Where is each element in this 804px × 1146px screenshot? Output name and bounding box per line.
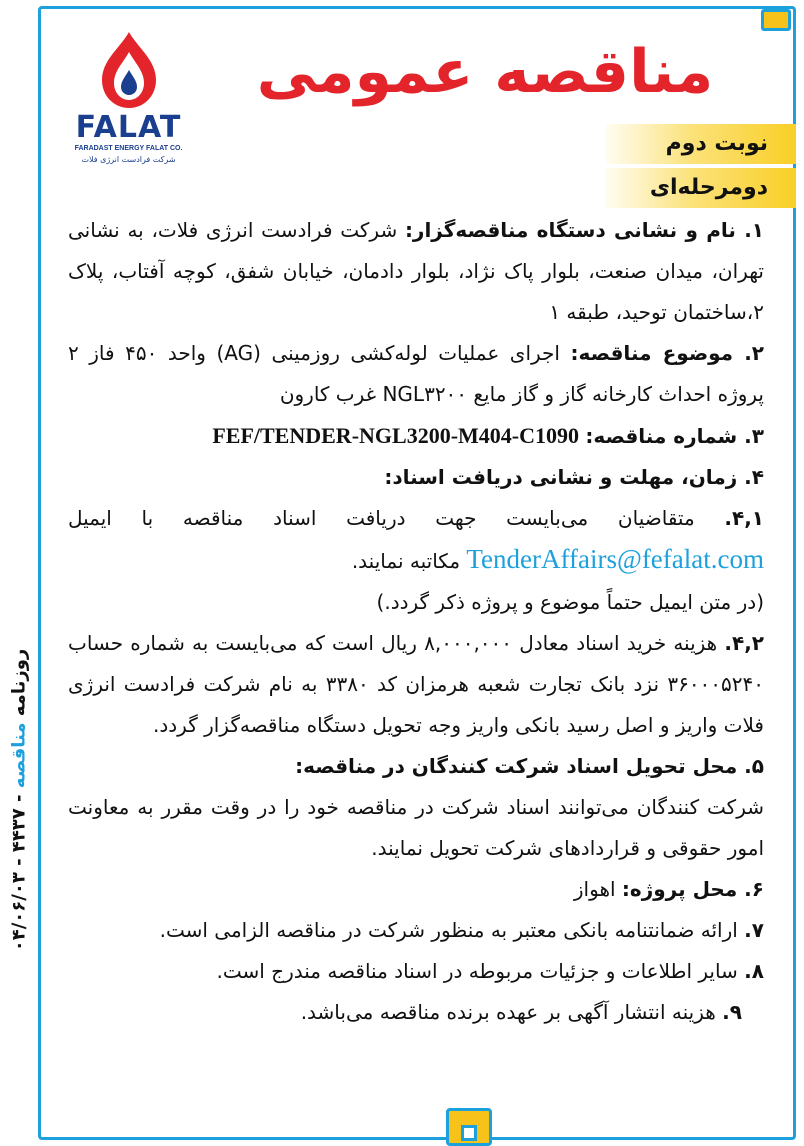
round-badge: نوبت دوم — [606, 124, 796, 164]
item-1-text: شرکت فرادست انرژی فلات، به نشانی تهران، میدان صنعت، بلوار پاک نژاد، بلوار دادمان، خیابان شفق، کوچه آفتاب، پلاک ۲،ساختمان توحید، طبقه ۱ — [68, 218, 764, 324]
item-2 — [68, 333, 764, 415]
item-6-label: ۶. محل پروژه: — [621, 877, 764, 901]
item-8-text: سایر اطلاعات و جزئیات مربوطه در اسناد مناقصه مندرج است. — [216, 959, 745, 983]
corner-accent — [761, 9, 791, 31]
item-4-1-text-after: مکاتبه نمایند. — [351, 549, 467, 573]
bottom-accent-square — [461, 1125, 477, 1141]
stage-badge: دومرحله‌ای — [606, 168, 796, 208]
item-1-label: ۱. نام و نشانی دستگاه مناقصه‌گزار: — [404, 218, 765, 242]
item-4-1 — [68, 498, 764, 582]
side-label-prefix: روزنامه — [8, 648, 30, 723]
item-2-label: ۲. موضوع مناقصه: — [570, 341, 765, 365]
item-5-text: شرکت کنندگان می‌توانند اسناد شرکت در مناقصه خود را در وقت مقرر به معاونت امور حقوقی و قراردادهای شرکت تحویل نمایند. — [68, 795, 764, 860]
logo-subtitle-fa: شرکت فرادست انرژی فلات — [81, 155, 176, 164]
item-7 — [68, 910, 764, 951]
item-4-1-note: (در متن ایمیل حتماً موضوع و پروژه ذکر گردد.) — [376, 590, 764, 614]
item-1 — [68, 210, 764, 333]
newspaper-brand: مناقصه — [8, 722, 30, 789]
bottom-accent — [446, 1108, 492, 1146]
logo-subtitle-en: FARADAST ENERGY FALAT CO. — [74, 145, 183, 152]
flame-drop-icon — [94, 30, 164, 110]
item-7-label: ۷. — [744, 918, 764, 942]
email-link[interactable]: TenderAffairs@fefalat.com — [466, 544, 764, 574]
logo-wordmark: FALAT — [75, 110, 182, 145]
item-3 — [68, 415, 764, 457]
item-4-1-label: ۴,۱. — [724, 506, 764, 530]
item-8-label: ۸. — [744, 959, 764, 983]
item-9-label: ۹. — [722, 1000, 742, 1024]
item-9 — [68, 992, 764, 1033]
item-3-label: ۳. شماره مناقصه: — [585, 424, 764, 448]
item-4-label: ۴. زمان، مهلت و نشانی دریافت اسناد: — [384, 465, 764, 489]
item-7-text: ارائه ضمانتنامه بانکی معتبر به منظور شرکت در مناقصه الزامی است. — [159, 918, 745, 942]
item-2-text: اجرای عملیات لوله‌کشی روزمینی (AG) واحد ۴۵۰ فاز ۲ پروژه احداث کارخانه گاز و گاز مایع NGL۳۲۰۰ غرب کارون — [68, 341, 764, 406]
side-label-text — [9, 649, 30, 952]
item-4-2-label: ۴,۲. — [724, 631, 765, 655]
tender-number: FEF/TENDER-NGL3200-M404-C1090 — [212, 423, 579, 448]
item-5 — [68, 746, 764, 787]
item-4-1-text: متقاضیان می‌بایست جهت دریافت اسناد مناقصه با ایمیل — [68, 506, 725, 530]
item-6 — [68, 869, 764, 910]
item-5-label: ۵. محل تحویل اسناد شرکت کنندگان در مناقصه: — [295, 754, 764, 778]
tender-body — [68, 210, 764, 1033]
item-4-2 — [68, 623, 764, 746]
page-title: مناقصه عمومی — [256, 37, 714, 107]
item-4-2-text: هزینه خرید اسناد معادل ۸,۰۰۰,۰۰۰ ریال است که می‌بایست به شماره حساب ۳۶۰۰۰۵۲۴۰ نزد بانک تجارت شعبه هرمزان کد ۳۳۸۰ به نام شرکت فرادست انرژی فلات واریز و اصل رسید بانکی واریز وجه تحویل دستگاه مناقصه‌گزار گردد. — [68, 631, 765, 737]
item-9-text: هزینه انتشار آگهی بر عهده برنده مناقصه می‌باشد. — [300, 1000, 723, 1024]
item-8 — [68, 951, 764, 992]
item-6-text: اهواز — [573, 877, 622, 901]
item-4 — [68, 457, 764, 498]
company-logo — [66, 30, 191, 170]
newspaper-side-label — [2, 600, 36, 1000]
side-label-issue: - ۴۴۳۷ - ۰۴/۰۶/۰۳ — [8, 788, 30, 952]
